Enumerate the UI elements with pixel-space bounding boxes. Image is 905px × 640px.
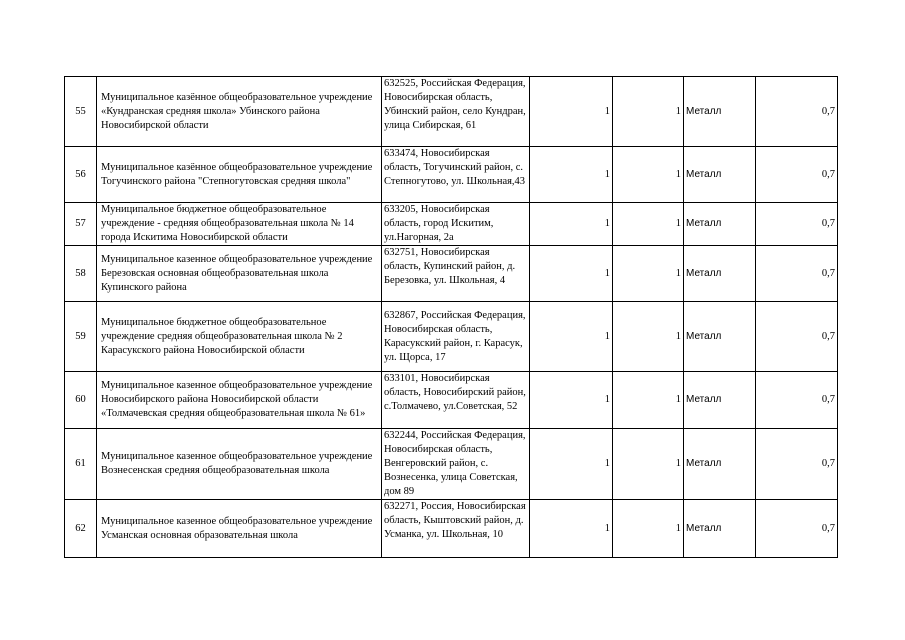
material-cell: Металл [684,246,756,302]
table-body [65,77,838,558]
count-cell: 1 [613,77,684,147]
count-cell: 1 [530,147,613,203]
count-cell: 1 [530,77,613,147]
material-cell: Металл [684,429,756,500]
schools-table [64,76,838,558]
table-row [65,203,838,246]
row-number: 62 [65,500,97,558]
row-number: 55 [65,77,97,147]
table-row [65,302,838,372]
value-cell: 0,7 [756,429,838,500]
row-number: 61 [65,429,97,500]
table-row [65,500,838,558]
count-cell: 1 [530,429,613,500]
value-cell: 0,7 [756,500,838,558]
row-number: 58 [65,246,97,302]
institution-address: 632867, Российская Федерация, Новосибирская область, Карасукский район, г. Карасук, ул. Щорса, 17 [382,302,530,372]
value-cell: 0,7 [756,302,838,372]
table-row [65,372,838,429]
material-cell: Металл [684,203,756,246]
table-row [65,429,838,500]
institution-name: Муниципальное казенное общеобразовательное учреждение Вознесенская средняя общеобразовательная школа [97,429,382,500]
count-cell: 1 [530,500,613,558]
institution-address: 632244, Российская Федерация, Новосибирская область, Венгеровский район, с. Вознесенка, улица Советская, дом 89 [382,429,530,500]
count-cell: 1 [613,500,684,558]
count-cell: 1 [530,302,613,372]
material-cell: Металл [684,302,756,372]
count-cell: 1 [613,372,684,429]
institution-name: Муниципальное казённое общеобразовательное учреждение «Кундранская средняя школа» Убинского района Новосибирской области [97,77,382,147]
value-cell: 0,7 [756,372,838,429]
table-row [65,77,838,147]
institution-address: 633474, Новосибирская область, Тогучинский район, с. Степногутово, ул. Школьная,43 [382,147,530,203]
count-cell: 1 [613,429,684,500]
table-row [65,246,838,302]
row-number: 59 [65,302,97,372]
count-cell: 1 [530,246,613,302]
count-cell: 1 [613,147,684,203]
value-cell: 0,7 [756,246,838,302]
count-cell: 1 [613,302,684,372]
value-cell: 0,7 [756,147,838,203]
material-cell: Металл [684,372,756,429]
count-cell: 1 [530,203,613,246]
value-cell: 0,7 [756,203,838,246]
institution-name: Муниципальное бюджетное общеобразовательное учреждение - средняя общеобразовательная школа № 14 города Искитима Новосибирской области [97,203,382,246]
institution-address: 633205, Новосибирская область, город Искитим, ул.Нагорная, 2а [382,203,530,246]
institution-name: Муниципальное бюджетное общеобразовательное учреждение средняя общеобразовательная школа № 2 Карасукского района Новосибирской области [97,302,382,372]
institution-address: 633101, Новосибирская область, Новосибирский район, с.Толмачево, ул.Советская, 52 [382,372,530,429]
table-row [65,147,838,203]
row-number: 57 [65,203,97,246]
institution-name: Муниципальное казенное общеобразовательное учреждение Новосибирского района Новосибирской области «Толмачевская средняя общеобразовательная школа № 61» [97,372,382,429]
institution-name: Муниципальное казенное общеобразовательное учреждение Усманская основная образовательная школа [97,500,382,558]
institution-name: Муниципальное казённое общеобразовательное учреждение Тогучинского района "Степногутовская средняя школа" [97,147,382,203]
material-cell: Металл [684,77,756,147]
institution-address: 632525, Российская Федерация, Новосибирская область, Убинский район, село Кундран, улица Сибирская, 61 [382,77,530,147]
institution-address: 632271, Россия, Новосибирская область, Кыштовский район, д. Усманка, ул. Школьная, 10 [382,500,530,558]
institution-address: 632751, Новосибирская область, Купинский район, д. Березовка, ул. Школьная, 4 [382,246,530,302]
material-cell: Металл [684,500,756,558]
count-cell: 1 [613,246,684,302]
material-cell: Металл [684,147,756,203]
count-cell: 1 [613,203,684,246]
institution-name: Муниципальное казенное общеобразовательное учреждение Березовская основная общеобразовательная школа Купинского района [97,246,382,302]
row-number: 56 [65,147,97,203]
value-cell: 0,7 [756,77,838,147]
count-cell: 1 [530,372,613,429]
row-number: 60 [65,372,97,429]
